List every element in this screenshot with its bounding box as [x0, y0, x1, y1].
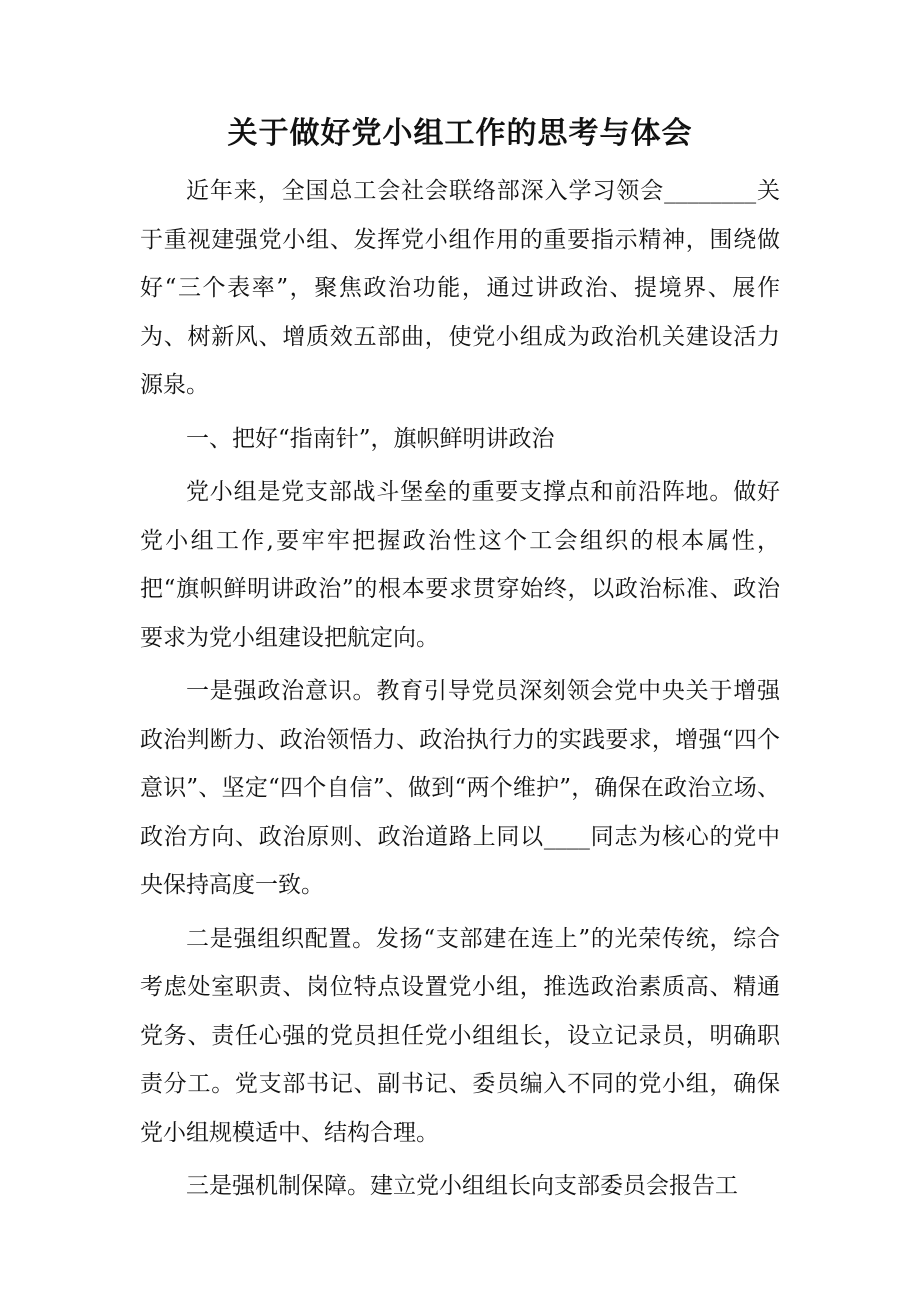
paragraph-section-1-intro: 党小组是党支部战斗堡垒的重要支撑点和前沿阵地。做好党小组工作,要牢牢把握政治性这个工会组织的根本属性，把“旗帜鲜明讲政治”的根本要求贯穿始终，以政治标准、政治要求为党小组建设把航定向。 [140, 479, 780, 651]
document-body [140, 167, 780, 1216]
paragraph-political-awareness: 一是强政治意识。教育引导党员深刻领会党中央关于增强政治判断力、政治领悟力、政治执行力的实践要求，增强“四个意识”、坚定“四个自信”、做到“两个维护”，确保在政治立场、政治方向、政治原则、政治道路上同以____同志为核心的党中央保持高度一致。 [140, 678, 780, 898]
paragraph-mechanism: 三是强机制保障。建立党小组组长向支部委员会报告工 [186, 1173, 738, 1199]
paragraph-intro: 近年来，全国总工会社会联络部深入学习领会________关于重视建强党小组、发挥党小组作用的重要指示精神，围绕做好“三个表率”，聚焦政治功能，通过讲政治、提境界、展作为、树新风、增质效五部曲，使党小组成为政治机关建设活力源泉。 [140, 178, 780, 398]
paragraph-organization: 二是强组织配置。发扬“支部建在连上”的光荣传统，综合考虑处室职责、岗位特点设置党小组，推选政治素质高、精通党务、责任心强的党员担任党小组组长，设立记录员，明确职责分工。党支部书记、副书记、委员编入不同的党小组，确保党小组规模适中、结构合理。 [140, 925, 780, 1146]
section-heading-1: 一、把好“指南针”，旗帜鲜明讲政治 [186, 425, 555, 452]
document-title: 关于做好党小组工作的思考与体会 [227, 116, 693, 151]
